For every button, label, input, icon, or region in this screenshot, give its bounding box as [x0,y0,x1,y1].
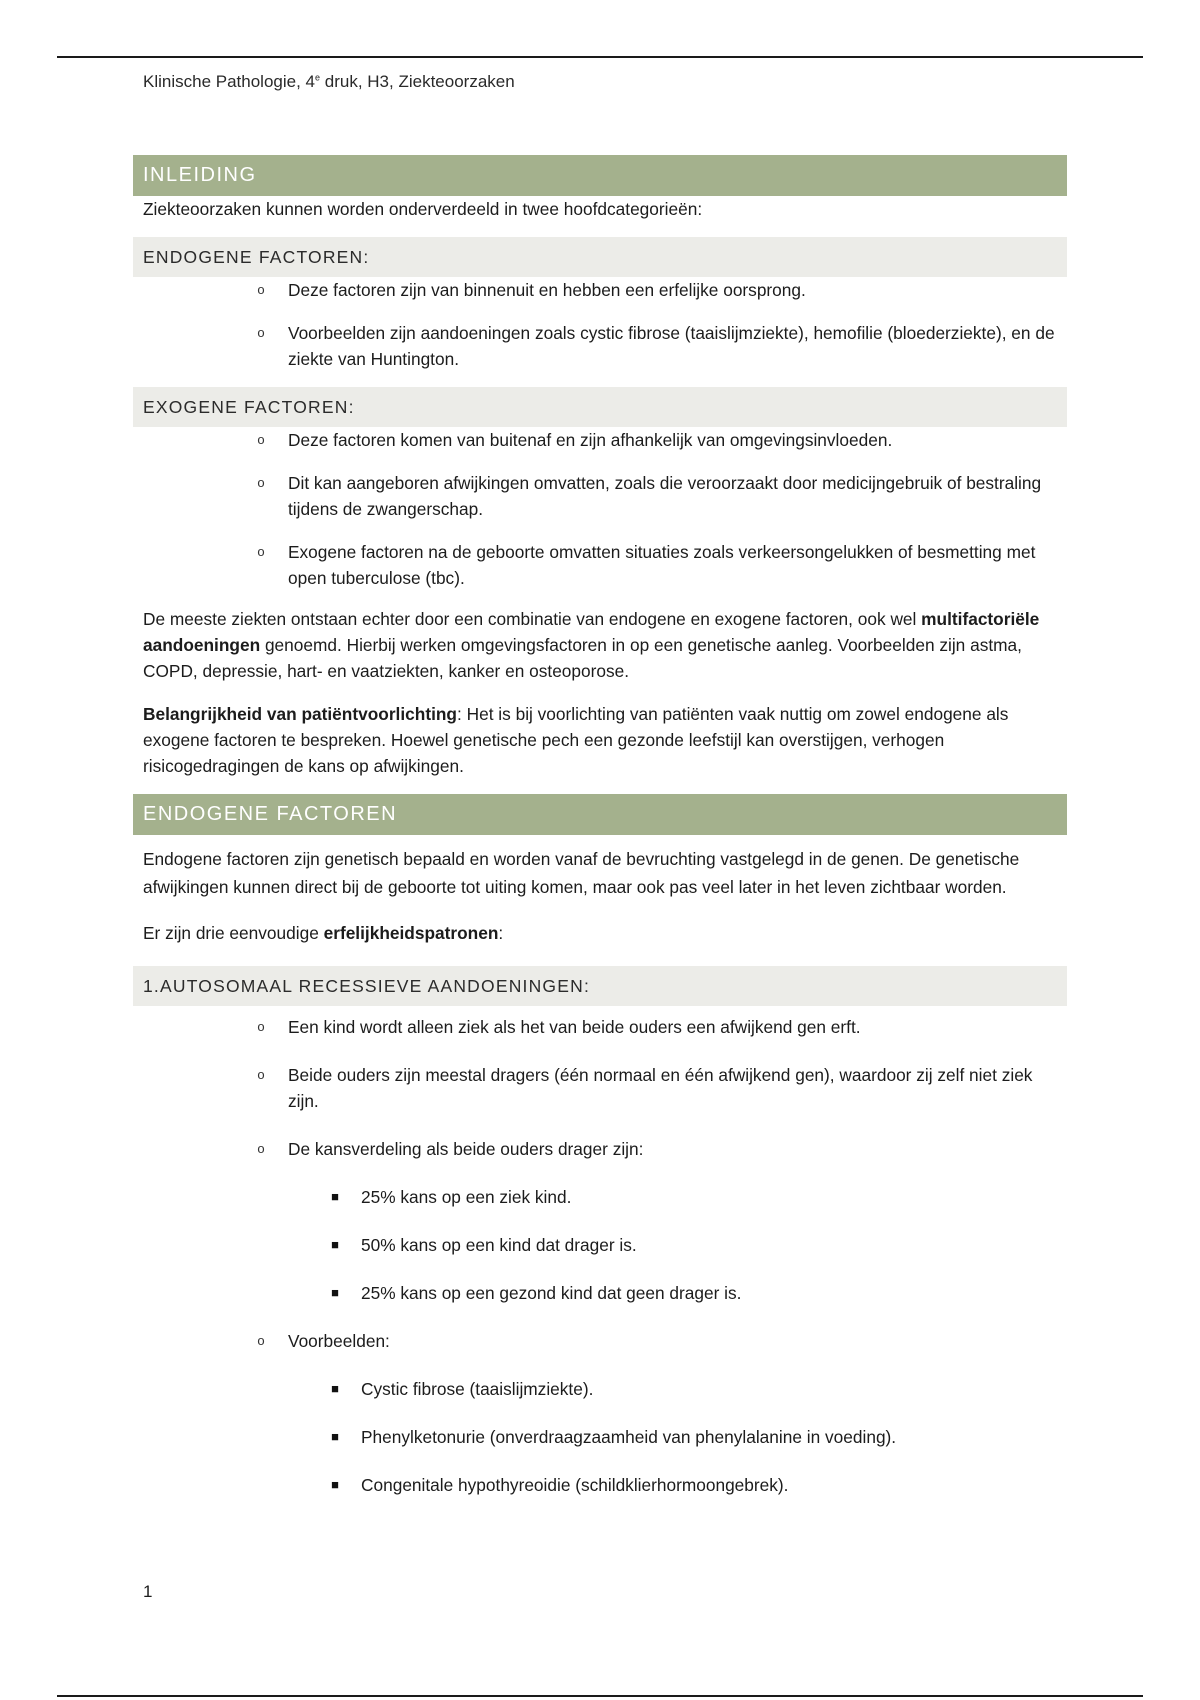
sub-list-item: ■ Phenylketonurie (onverdraagzaamheid van phenylalanine in voeding). [133,1424,1067,1450]
heading-inleiding: INLEIDING [133,155,1067,196]
circle-bullet-icon: o [257,325,265,340]
circle-bullet-icon: o [257,544,265,559]
list-item: o Deze factoren komen van buitenaf en zijn afhankelijk van omgevingsinvloeden. [133,427,1067,453]
circle-bullet-icon: o [257,1141,265,1156]
patient-education-paragraph: Belangrijkheid van patiëntvoorlichting: Het is bij voorlichting van patiënten vaak nuttig om zowel endogene als exogene factoren te bespreken. Hoewel genetische pech een gezonde leefstijl kan overstijgen, verhogen risicogedragingen de kans op afwijkingen. [143,704,1009,776]
subheading-exogene-factoren: EXOGENE FACTOREN: [133,387,1067,427]
inheritance-patterns-text: Er zijn drie eenvoudige erfelijkheidspatronen: [143,923,504,943]
circle-bullet-icon: o [257,1333,265,1348]
square-bullet-icon: ■ [331,1381,339,1396]
sub-list-item: ■ 50% kans op een kind dat drager is. [133,1232,1067,1258]
top-rule [57,56,1143,58]
page-number: 1 [143,1582,153,1601]
sub-list-item: ■ Cystic fibrose (taaislijmziekte). [133,1376,1067,1402]
circle-bullet-icon: o [257,432,265,447]
list-item: o Voorbeelden zijn aandoeningen zoals cystic fibrose (taaislijmziekte), hemofilie (bloederziekte), en de ziekte van Huntington. [133,320,1067,372]
circle-bullet-icon: o [257,1019,265,1034]
square-bullet-icon: ■ [331,1429,339,1444]
list-item: o Dit kan aangeboren afwijkingen omvatten, zoals die veroorzaakt door medicijngebruik of bestraling tijdens de zwangerschap. [133,470,1067,522]
list-item: o Exogene factoren na de geboorte omvatten situaties zoals verkeersongelukken of besmetting met open tuberculose (tbc). [133,539,1067,591]
list-item: o Een kind wordt alleen ziek als het van beide ouders een afwijkend gen erft. [133,1014,1067,1040]
list-item: o De kansverdeling als beide ouders drager zijn: [133,1136,1067,1162]
heading-endogene-factoren: ENDOGENE FACTOREN [133,794,1067,835]
sub-list-item: ■ Congenitale hypothyreoidie (schildklierhormoongebrek). [133,1472,1067,1498]
square-bullet-icon: ■ [331,1237,339,1252]
list-item: o Voorbeelden: [133,1328,1067,1354]
circle-bullet-icon: o [257,282,265,297]
square-bullet-icon: ■ [331,1285,339,1300]
list-item: o Beide ouders zijn meestal dragers (één normaal en één afwijkend gen), waardoor zij zelf niet ziek zijn. [133,1062,1067,1114]
intro-text: Ziekteoorzaken kunnen worden onderverdeeld in twee hoofdcategorieën: [143,199,703,219]
subheading-endogene-factoren: ENDOGENE FACTOREN: [133,237,1067,277]
circle-bullet-icon: o [257,1067,265,1082]
subheading-autosomaal-recessief: 1.AUTOSOMAAL RECESSIEVE AANDOENINGEN: [133,966,1067,1006]
running-header: Klinische Pathologie, 4e druk, H3, Ziekteoorzaken [143,72,515,91]
square-bullet-icon: ■ [331,1189,339,1204]
multifactorial-paragraph: De meeste ziekten ontstaan echter door een combinatie van endogene en exogene factoren, ook wel multifactoriële aandoeningen genoemd. Hierbij werken omgevingsfactoren in op een genetische aanleg. Voorbeelden zijn astma, COPD, depressie, hart- en vaatziekten, kanker en osteoporose. [143,609,1040,681]
sub-list-item: ■ 25% kans op een ziek kind. [133,1184,1067,1210]
square-bullet-icon: ■ [331,1477,339,1492]
list-item: o Deze factoren zijn van binnenuit en hebben een erfelijke oorsprong. [133,277,1067,303]
bottom-rule [57,1695,1143,1697]
sub-list-item: ■ 25% kans op een gezond kind dat geen drager is. [133,1280,1067,1306]
circle-bullet-icon: o [257,475,265,490]
endogene-intro-text: Endogene factoren zijn genetisch bepaald en worden vanaf de bevruchting vastgelegd in de genen. De genetische afwijkingen kunnen direct bij de geboorte tot uiting komen, maar ook pas veel later in het leven zichtbaar worden. [143,849,1020,897]
page-content [133,155,1067,1498]
